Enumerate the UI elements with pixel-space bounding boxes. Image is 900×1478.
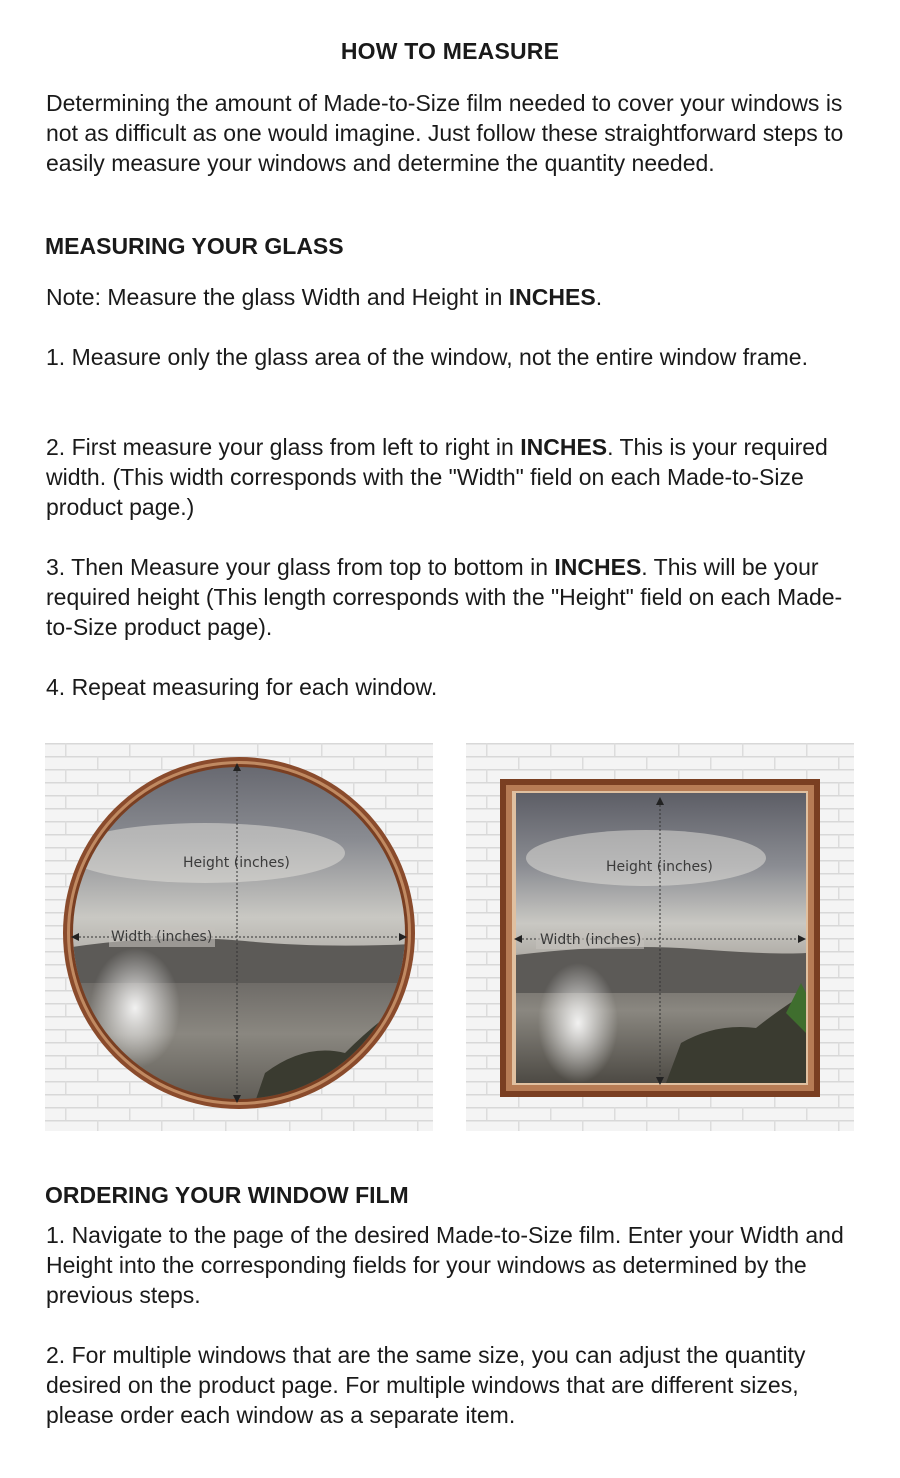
intro-paragraph: Determining the amount of Made-to-Size film needed to cover your windows is not as difficult as one would imagine. Just follow these straightforward steps to easily measure your windows and determine the quantity needed. xyxy=(46,90,844,176)
measure-note xyxy=(46,282,861,312)
measure-step-2-end: . This is your required width. (This width corresponds with the "Width" field on each Made-to-Size product page.) xyxy=(46,434,828,520)
square-window-image xyxy=(466,743,854,1131)
ordering-heading: ORDERING YOUR WINDOW FILM xyxy=(45,1182,409,1208)
ordering-step-1: 1. Navigate to the page of the desired Made-to-Size film. Enter your Width and Height into the corresponding fields for your windows as determined by the previous steps. xyxy=(46,1222,844,1308)
measure-step-2-text: 2. First measure your glass from left to right in xyxy=(46,434,521,460)
measure-step-3-unit: INCHES xyxy=(554,554,642,580)
measure-step-4: 4. Repeat measuring for each window. xyxy=(46,674,438,700)
measure-step-2 xyxy=(46,432,861,522)
measure-note-text: Note: Measure the glass Width and Height in xyxy=(46,284,509,310)
measuring-heading: MEASURING YOUR GLASS xyxy=(45,233,344,259)
square-height-label: Height (inches) xyxy=(606,859,713,875)
round-height-label: Height (inches) xyxy=(183,855,290,871)
measure-note-unit: INCHES xyxy=(508,284,596,310)
ordering-step-2: 2. For multiple windows that are the same size, you can adjust the quantity desired on the product page. For multiple windows that are different sizes, please order each window as a separate item. xyxy=(46,1342,806,1428)
measure-step-3-text: 3. Then Measure your glass from top to bottom in xyxy=(46,554,555,580)
round-window-figure xyxy=(45,743,433,1131)
measure-step-3 xyxy=(46,552,861,642)
round-width-label: Width (inches) xyxy=(111,929,213,945)
measure-note-end: . xyxy=(595,284,603,310)
measure-step-2-unit: INCHES xyxy=(520,434,608,460)
measure-step-3-end: . This will be your required height (This length corresponds with the "Height" field on each Made-to-Size product page). xyxy=(46,554,843,640)
page-title: HOW TO MEASURE xyxy=(340,38,560,64)
round-window-image xyxy=(45,743,433,1131)
square-width-label: Width (inches) xyxy=(540,932,642,948)
measure-step-1: 1. Measure only the glass area of the window, not the entire window frame. xyxy=(46,344,808,370)
square-window-figure xyxy=(466,743,854,1131)
